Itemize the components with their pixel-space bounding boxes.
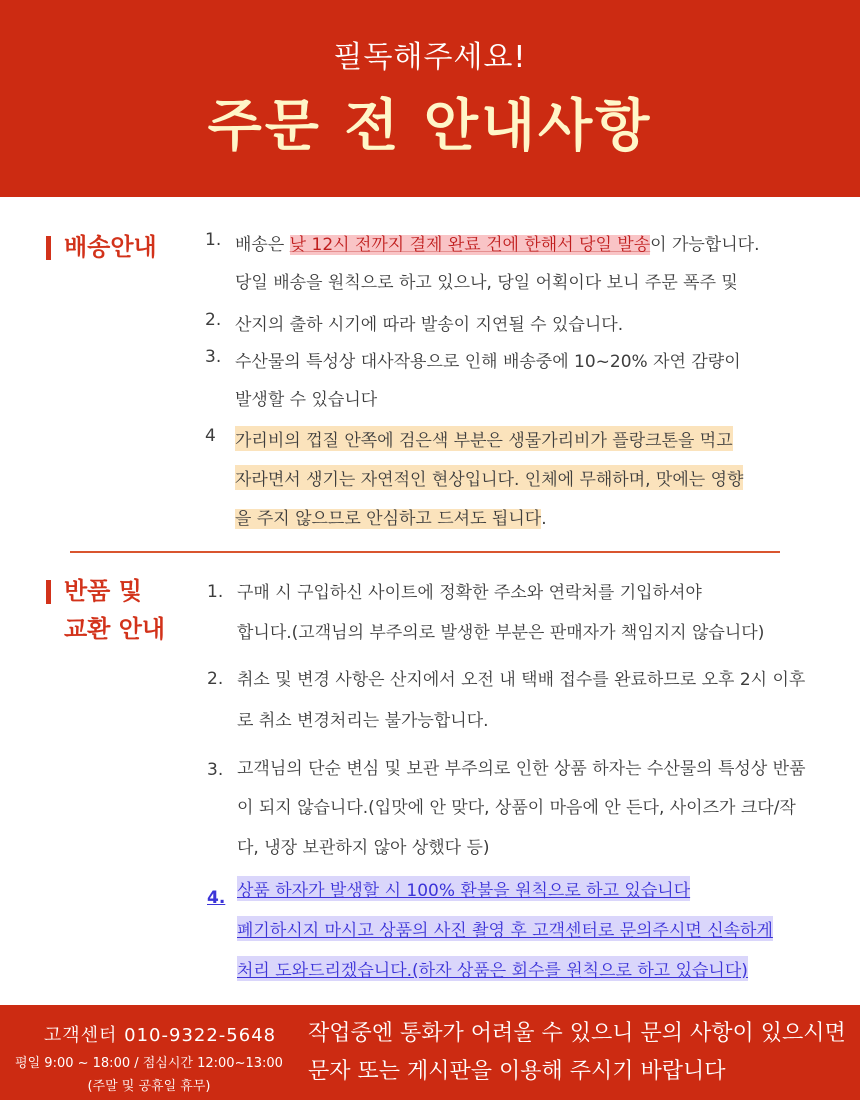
holiday-note: (주말 및 공휴일 휴무): [87, 1079, 211, 1094]
header-banner: [0, 0, 860, 197]
section-divider: [70, 551, 780, 553]
section-marker: [46, 236, 51, 260]
contact-message: 작업중엔 통화가 어려울 수 있으니 문의 사항이 있으시면 문자 또는 게시판을 이용해 주시기 바랍니다: [308, 1021, 846, 1084]
highlight-text: 낮 12시 전까지 결제 완료 건에 한해서 당일 발송: [289, 235, 651, 255]
header-subtitle: 필독해주세요!: [333, 40, 527, 75]
shipping-section-label: 배송안내: [64, 228, 157, 266]
returns-section-label: 반품 및 교환 안내: [64, 572, 165, 648]
footer-banner: [0, 1005, 860, 1100]
business-hours: 평일 9:00 ~ 18:00 / 점심시간 12:00~13:00: [15, 1056, 283, 1071]
page-title: 주문 전 안내사항: [207, 94, 653, 159]
section-marker: [46, 580, 51, 604]
customer-center-phone: 고객센터 010-9322-5648: [43, 1025, 277, 1046]
